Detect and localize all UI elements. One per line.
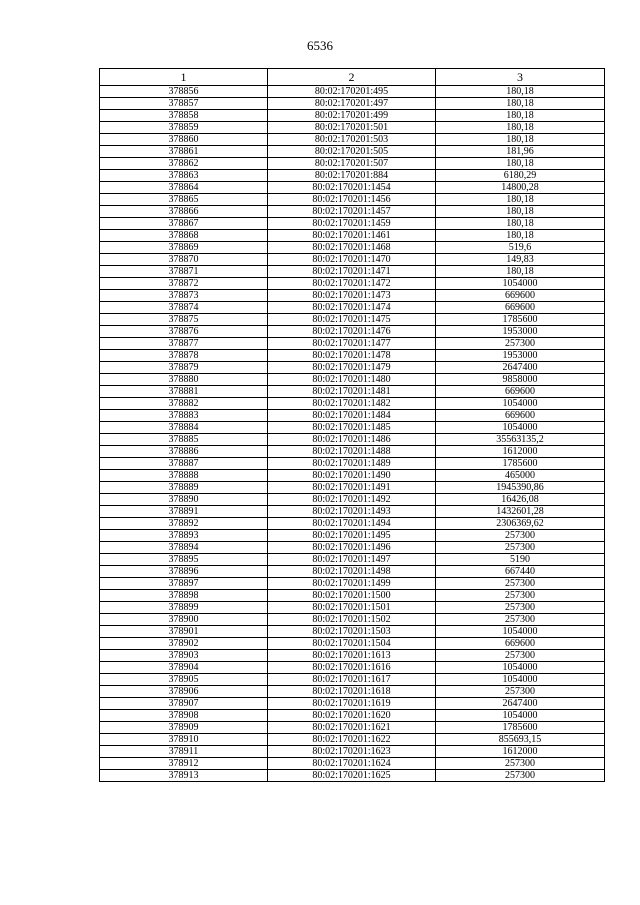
value-cell: 5190 <box>436 554 605 566</box>
table-row <box>100 98 605 110</box>
table-row <box>100 302 605 314</box>
record-number-cell: 378864 <box>100 182 268 194</box>
table-row <box>100 290 605 302</box>
value-cell: 1953000 <box>436 326 605 338</box>
record-number-cell: 378868 <box>100 230 268 242</box>
table-row <box>100 374 605 386</box>
record-number-cell: 378906 <box>100 686 268 698</box>
record-number-cell: 378861 <box>100 146 268 158</box>
record-number-cell: 378872 <box>100 278 268 290</box>
table-row <box>100 662 605 674</box>
value-cell: 1432601,28 <box>436 506 605 518</box>
value-cell: 2647400 <box>436 362 605 374</box>
record-number-cell: 378875 <box>100 314 268 326</box>
cadastral-number-cell: 80:02:170201:884 <box>268 170 436 182</box>
table-row <box>100 710 605 722</box>
record-number-cell: 378883 <box>100 410 268 422</box>
cadastral-number-cell: 80:02:170201:1488 <box>268 446 436 458</box>
record-number-cell: 378907 <box>100 698 268 710</box>
table-row <box>100 242 605 254</box>
value-cell: 1054000 <box>436 662 605 674</box>
record-number-cell: 378873 <box>100 290 268 302</box>
cadastral-number-cell: 80:02:170201:1459 <box>268 218 436 230</box>
value-cell: 1054000 <box>436 398 605 410</box>
table-row <box>100 158 605 170</box>
record-number-cell: 378865 <box>100 194 268 206</box>
value-cell: 180,18 <box>436 98 605 110</box>
table-row <box>100 470 605 482</box>
cadastral-number-cell: 80:02:170201:495 <box>268 86 436 98</box>
value-cell: 180,18 <box>436 110 605 122</box>
cadastral-number-cell: 80:02:170201:1471 <box>268 266 436 278</box>
table-row <box>100 482 605 494</box>
cadastral-number-cell: 80:02:170201:1497 <box>268 554 436 566</box>
table-row <box>100 230 605 242</box>
table-row <box>100 530 605 542</box>
value-cell: 16426,08 <box>436 494 605 506</box>
record-number-cell: 378889 <box>100 482 268 494</box>
value-cell: 1945390,86 <box>436 482 605 494</box>
table-row <box>100 674 605 686</box>
cadastral-number-cell: 80:02:170201:1479 <box>268 362 436 374</box>
table-row <box>100 722 605 734</box>
table-row <box>100 614 605 626</box>
record-number-cell: 378886 <box>100 446 268 458</box>
record-number-cell: 378887 <box>100 458 268 470</box>
record-number-cell: 378859 <box>100 122 268 134</box>
table-row <box>100 362 605 374</box>
cadastral-number-cell: 80:02:170201:1500 <box>268 590 436 602</box>
table-row <box>100 350 605 362</box>
table-row <box>100 110 605 122</box>
value-cell: 180,18 <box>436 194 605 206</box>
value-cell: 2647400 <box>436 698 605 710</box>
record-number-cell: 378878 <box>100 350 268 362</box>
cadastral-number-cell: 80:02:170201:1482 <box>268 398 436 410</box>
cadastral-number-cell: 80:02:170201:1481 <box>268 386 436 398</box>
record-number-cell: 378871 <box>100 266 268 278</box>
cadastral-number-cell: 80:02:170201:1619 <box>268 698 436 710</box>
header-row <box>100 69 605 86</box>
record-number-cell: 378898 <box>100 590 268 602</box>
cadastral-number-cell: 80:02:170201:1623 <box>268 746 436 758</box>
table-body <box>100 86 605 782</box>
cadastral-number-cell: 80:02:170201:1486 <box>268 434 436 446</box>
record-number-cell: 378901 <box>100 626 268 638</box>
table-row <box>100 146 605 158</box>
cadastral-number-cell: 80:02:170201:1476 <box>268 326 436 338</box>
value-cell: 257300 <box>436 770 605 782</box>
cadastral-number-cell: 80:02:170201:1475 <box>268 314 436 326</box>
table-row <box>100 446 605 458</box>
record-number-cell: 378877 <box>100 338 268 350</box>
record-number-cell: 378856 <box>100 86 268 98</box>
table-row <box>100 686 605 698</box>
value-cell: 257300 <box>436 758 605 770</box>
table-header <box>100 69 605 86</box>
table-row <box>100 254 605 266</box>
table-row <box>100 494 605 506</box>
table-row <box>100 578 605 590</box>
record-number-cell: 378860 <box>100 134 268 146</box>
record-number-cell: 378870 <box>100 254 268 266</box>
table-row <box>100 758 605 770</box>
table-row <box>100 566 605 578</box>
value-cell: 465000 <box>436 470 605 482</box>
record-number-cell: 378905 <box>100 674 268 686</box>
record-number-cell: 378885 <box>100 434 268 446</box>
record-number-cell: 378890 <box>100 494 268 506</box>
cadastral-number-cell: 80:02:170201:1473 <box>268 290 436 302</box>
cadastral-number-cell: 80:02:170201:1618 <box>268 686 436 698</box>
record-number-cell: 378881 <box>100 386 268 398</box>
table-row <box>100 434 605 446</box>
value-cell: 1953000 <box>436 350 605 362</box>
value-cell: 669600 <box>436 302 605 314</box>
cadastral-number-cell: 80:02:170201:1491 <box>268 482 436 494</box>
value-cell: 519,6 <box>436 242 605 254</box>
table-row <box>100 458 605 470</box>
record-number-cell: 378892 <box>100 518 268 530</box>
cadastral-number-cell: 80:02:170201:1477 <box>268 338 436 350</box>
cadastral-number-cell: 80:02:170201:1478 <box>268 350 436 362</box>
cadastral-number-cell: 80:02:170201:1498 <box>268 566 436 578</box>
record-number-cell: 378900 <box>100 614 268 626</box>
value-cell: 1054000 <box>436 710 605 722</box>
value-cell: 257300 <box>436 614 605 626</box>
table-row <box>100 194 605 206</box>
value-cell: 2306369,62 <box>436 518 605 530</box>
cadastral-number-cell: 80:02:170201:505 <box>268 146 436 158</box>
value-cell: 257300 <box>436 542 605 554</box>
table-row <box>100 734 605 746</box>
cadastral-number-cell: 80:02:170201:1622 <box>268 734 436 746</box>
value-cell: 669600 <box>436 410 605 422</box>
table-row <box>100 314 605 326</box>
value-cell: 1785600 <box>436 314 605 326</box>
cadastral-number-cell: 80:02:170201:1613 <box>268 650 436 662</box>
cadastral-number-cell: 80:02:170201:1492 <box>268 494 436 506</box>
table-row <box>100 698 605 710</box>
value-cell: 180,18 <box>436 134 605 146</box>
value-cell: 1612000 <box>436 746 605 758</box>
cadastral-number-cell: 80:02:170201:1456 <box>268 194 436 206</box>
table-row <box>100 278 605 290</box>
cadastral-number-cell: 80:02:170201:1490 <box>268 470 436 482</box>
record-number-cell: 378893 <box>100 530 268 542</box>
value-cell: 1054000 <box>436 626 605 638</box>
table-row <box>100 506 605 518</box>
table-row <box>100 266 605 278</box>
table-row <box>100 650 605 662</box>
record-number-cell: 378912 <box>100 758 268 770</box>
cadastral-number-cell: 80:02:170201:1494 <box>268 518 436 530</box>
value-cell: 669600 <box>436 290 605 302</box>
value-cell: 1054000 <box>436 674 605 686</box>
cadastral-number-cell: 80:02:170201:1496 <box>268 542 436 554</box>
value-cell: 1054000 <box>436 422 605 434</box>
cadastral-number-cell: 80:02:170201:497 <box>268 98 436 110</box>
value-cell: 180,18 <box>436 206 605 218</box>
record-number-cell: 378884 <box>100 422 268 434</box>
value-cell: 257300 <box>436 530 605 542</box>
column-header-2: 2 <box>268 69 436 86</box>
cadastral-number-cell: 80:02:170201:1620 <box>268 710 436 722</box>
table-row <box>100 770 605 782</box>
record-number-cell: 378909 <box>100 722 268 734</box>
value-cell: 257300 <box>436 590 605 602</box>
value-cell: 257300 <box>436 686 605 698</box>
table-row <box>100 410 605 422</box>
table-row <box>100 338 605 350</box>
record-number-cell: 378857 <box>100 98 268 110</box>
cadastral-number-cell: 80:02:170201:1474 <box>268 302 436 314</box>
cadastral-number-cell: 80:02:170201:1480 <box>268 374 436 386</box>
cadastral-number-cell: 80:02:170201:1617 <box>268 674 436 686</box>
table-row <box>100 170 605 182</box>
cadastral-number-cell: 80:02:170201:1484 <box>268 410 436 422</box>
record-number-cell: 378869 <box>100 242 268 254</box>
value-cell: 1785600 <box>436 458 605 470</box>
record-number-cell: 378858 <box>100 110 268 122</box>
cadastral-number-cell: 80:02:170201:1485 <box>268 422 436 434</box>
cadastral-number-cell: 80:02:170201:507 <box>268 158 436 170</box>
cadastral-number-cell: 80:02:170201:1489 <box>268 458 436 470</box>
value-cell: 1612000 <box>436 446 605 458</box>
value-cell: 257300 <box>436 578 605 590</box>
column-header-1: 1 <box>100 69 268 86</box>
value-cell: 1054000 <box>436 278 605 290</box>
cadastral-number-cell: 80:02:170201:1472 <box>268 278 436 290</box>
page-number: 6536 <box>307 38 333 53</box>
cadastral-number-cell: 80:02:170201:1495 <box>268 530 436 542</box>
record-number-cell: 378867 <box>100 218 268 230</box>
cadastral-number-cell: 80:02:170201:1454 <box>268 182 436 194</box>
table-row <box>100 746 605 758</box>
value-cell: 35563135,2 <box>436 434 605 446</box>
column-header-3: 3 <box>436 69 605 86</box>
cadastral-number-cell: 80:02:170201:1468 <box>268 242 436 254</box>
value-cell: 667440 <box>436 566 605 578</box>
record-number-cell: 378891 <box>100 506 268 518</box>
record-number-cell: 378902 <box>100 638 268 650</box>
table-row <box>100 554 605 566</box>
record-number-cell: 378862 <box>100 158 268 170</box>
value-cell: 180,18 <box>436 158 605 170</box>
record-number-cell: 378888 <box>100 470 268 482</box>
value-cell: 9858000 <box>436 374 605 386</box>
record-number-cell: 378913 <box>100 770 268 782</box>
table-row <box>100 626 605 638</box>
cadastral-number-cell: 80:02:170201:1616 <box>268 662 436 674</box>
value-cell: 180,18 <box>436 266 605 278</box>
table-row <box>100 638 605 650</box>
record-number-cell: 378899 <box>100 602 268 614</box>
record-number-cell: 378866 <box>100 206 268 218</box>
record-number-cell: 378911 <box>100 746 268 758</box>
cadastral-number-cell: 80:02:170201:1499 <box>268 578 436 590</box>
cadastral-number-cell: 80:02:170201:1501 <box>268 602 436 614</box>
cadastral-number-cell: 80:02:170201:1461 <box>268 230 436 242</box>
record-number-cell: 378874 <box>100 302 268 314</box>
table-row <box>100 206 605 218</box>
value-cell: 257300 <box>436 650 605 662</box>
cadastral-number-cell: 80:02:170201:1503 <box>268 626 436 638</box>
record-number-cell: 378895 <box>100 554 268 566</box>
table-row <box>100 602 605 614</box>
record-number-cell: 378879 <box>100 362 268 374</box>
value-cell: 180,18 <box>436 218 605 230</box>
record-number-cell: 378903 <box>100 650 268 662</box>
record-number-cell: 378896 <box>100 566 268 578</box>
record-number-cell: 378880 <box>100 374 268 386</box>
cadastral-number-cell: 80:02:170201:501 <box>268 122 436 134</box>
record-number-cell: 378894 <box>100 542 268 554</box>
value-cell: 180,18 <box>436 86 605 98</box>
table-row <box>100 218 605 230</box>
cadastral-number-cell: 80:02:170201:1625 <box>268 770 436 782</box>
record-number-cell: 378904 <box>100 662 268 674</box>
cadastral-number-cell: 80:02:170201:1457 <box>268 206 436 218</box>
table-row <box>100 122 605 134</box>
value-cell: 180,18 <box>436 122 605 134</box>
record-number-cell: 378863 <box>100 170 268 182</box>
table-row <box>100 398 605 410</box>
cadastral-number-cell: 80:02:170201:1624 <box>268 758 436 770</box>
value-cell: 14800,28 <box>436 182 605 194</box>
value-cell: 257300 <box>436 602 605 614</box>
value-cell: 669600 <box>436 638 605 650</box>
table-row <box>100 134 605 146</box>
table-row <box>100 542 605 554</box>
cadastral-number-cell: 80:02:170201:1502 <box>268 614 436 626</box>
table-row <box>100 182 605 194</box>
cadastral-number-cell: 80:02:170201:1504 <box>268 638 436 650</box>
table-row <box>100 386 605 398</box>
value-cell: 6180,29 <box>436 170 605 182</box>
cadastral-number-cell: 80:02:170201:1493 <box>268 506 436 518</box>
record-number-cell: 378897 <box>100 578 268 590</box>
data-table <box>99 68 605 782</box>
record-number-cell: 378910 <box>100 734 268 746</box>
record-number-cell: 378908 <box>100 710 268 722</box>
record-number-cell: 378882 <box>100 398 268 410</box>
value-cell: 257300 <box>436 338 605 350</box>
cadastral-number-cell: 80:02:170201:1470 <box>268 254 436 266</box>
table-row <box>100 422 605 434</box>
cadastral-number-cell: 80:02:170201:499 <box>268 110 436 122</box>
table-row <box>100 86 605 98</box>
value-cell: 669600 <box>436 386 605 398</box>
cadastral-number-cell: 80:02:170201:503 <box>268 134 436 146</box>
table-row <box>100 326 605 338</box>
table-row <box>100 518 605 530</box>
value-cell: 181,96 <box>436 146 605 158</box>
table-row <box>100 590 605 602</box>
cadastral-number-cell: 80:02:170201:1621 <box>268 722 436 734</box>
value-cell: 1785600 <box>436 722 605 734</box>
record-number-cell: 378876 <box>100 326 268 338</box>
value-cell: 180,18 <box>436 230 605 242</box>
value-cell: 149,83 <box>436 254 605 266</box>
value-cell: 855693,15 <box>436 734 605 746</box>
